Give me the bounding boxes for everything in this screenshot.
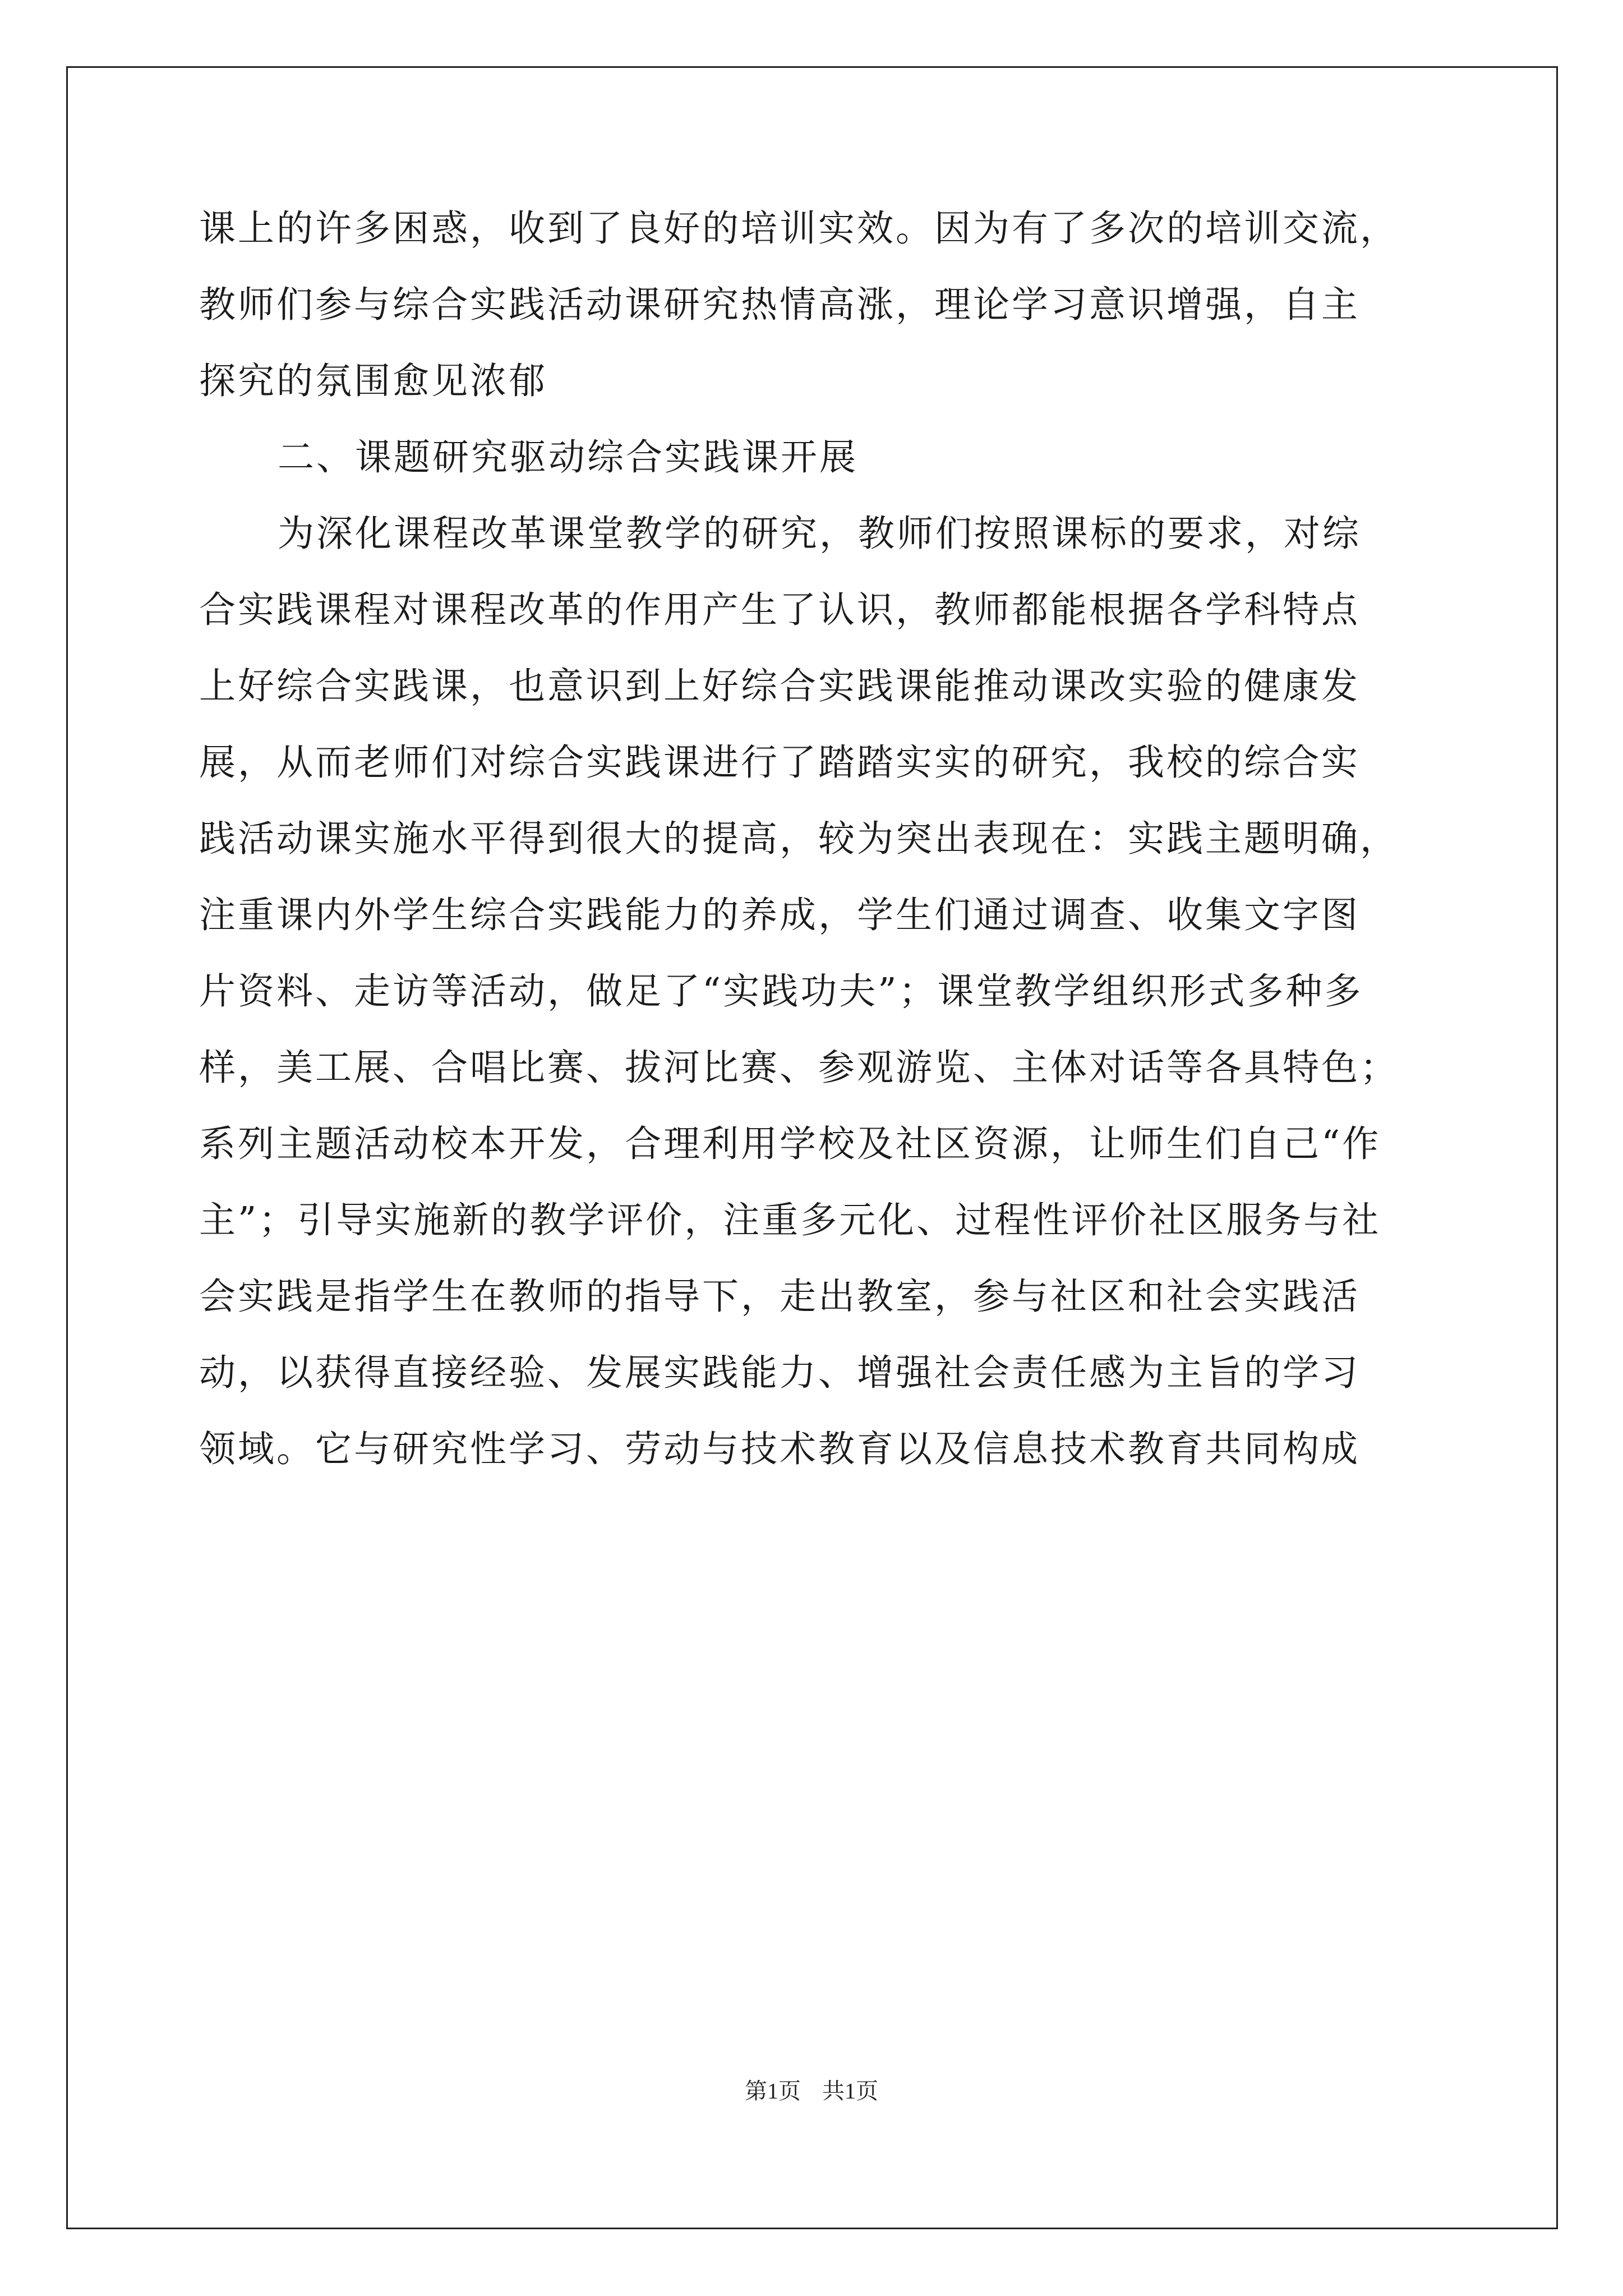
paragraph-first-line: 为深化课程改革课堂教学的研究，教师们按照课标的要求，对综 xyxy=(278,513,1362,555)
text-line: 上好综合实践课，也意识到上好综合实践课能推动课改实验的健康发 xyxy=(199,665,1361,707)
document-body xyxy=(199,191,1427,1488)
text-line: 动，以获得直接经验、发展实践能力、增强社会责任感为主旨的学习 xyxy=(199,1352,1361,1394)
text-line: 样，美工展、合唱比赛、拔河比赛、参观游览、主体对话等各具特色； xyxy=(199,1047,1399,1089)
section-heading: 二、课题研究驱动综合实践课开展 xyxy=(278,436,859,478)
text-line: 教师们参与综合实践活动课研究热情高涨，理论学习意识增强，自主 xyxy=(199,284,1361,326)
page-footer xyxy=(0,2073,1623,2105)
page-number-total: 共1页 xyxy=(822,2078,878,2104)
text-line: 课上的许多困惑，收到了良好的培训实效。因为有了多次的培训交流， xyxy=(199,208,1399,250)
text-line: 注重课内外学生综合实践能力的养成，学生们通过调查、收集文字图 xyxy=(199,894,1361,936)
text-line: 践活动课实施水平得到很大的提高，较为突出表现在：实践主题明确， xyxy=(199,818,1399,860)
text-line: 探究的氛围愈见浓郁 xyxy=(199,360,548,402)
text-line: 合实践课程对课程改革的作用产生了认识，教师都能根据各学科特点 xyxy=(199,589,1361,631)
page-number-current: 第1页 xyxy=(745,2078,801,2104)
text-line: 会实践是指学生在教师的指导下，走出教室，参与社区和社会实践活 xyxy=(199,1276,1361,1318)
text-line: 领域。它与研究性学习、劳动与技术教育以及信息技术教育共同构成 xyxy=(199,1428,1361,1470)
text-line: 系列主题活动校本开发，合理利用学校及社区资源，让师生们自己“作 xyxy=(199,1123,1381,1165)
text-line: 片资料、走访等活动，做足了“实践功夫”；课堂教学组织形式多种多 xyxy=(199,970,1363,1013)
text-line: 展，从而老师们对综合实践课进行了踏踏实实的研究，我校的综合实 xyxy=(199,742,1361,784)
text-line: 主”；引导实施新的教学评价，注重多元化、过程性评价社区服务与社 xyxy=(199,1199,1381,1241)
